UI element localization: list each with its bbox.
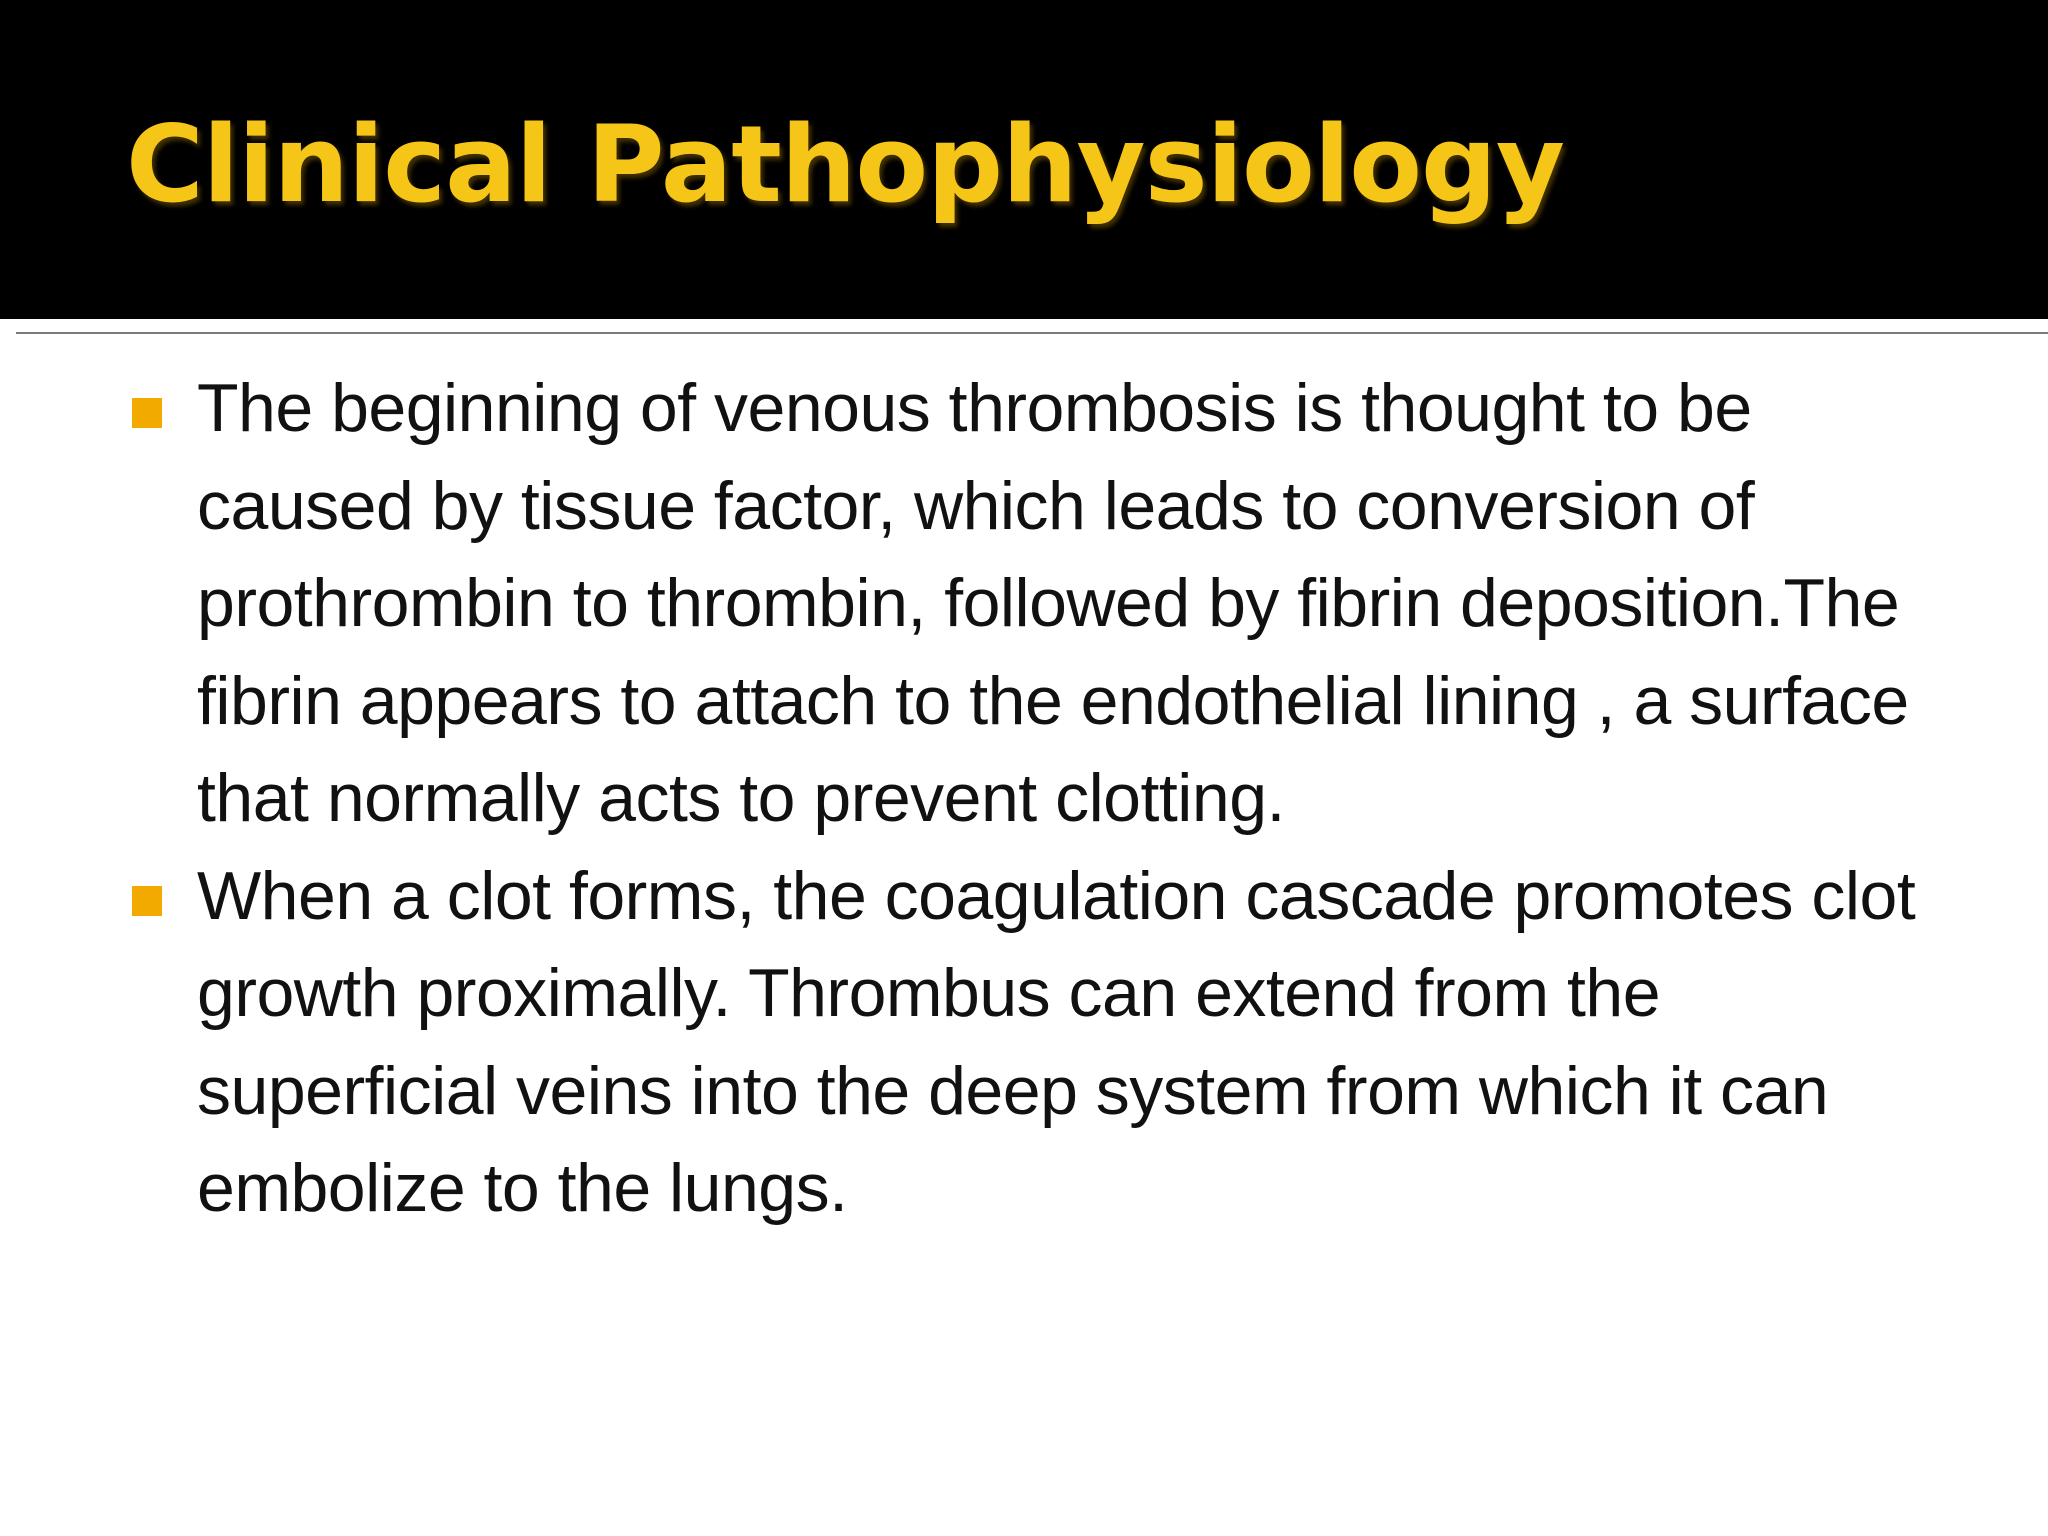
slide-title: Clinical Pathophysiology (126, 103, 1565, 226)
bullet-text: The beginning of venous thrombosis is thought to be caused by tissue factor, which leads to conversion of prothrombin to thrombin, followed by fibrin deposition.The fibrin appears to attach to the endothelial lining , a surface that normally acts to prevent clotting. (197, 370, 1909, 836)
bullet-list (126, 360, 1926, 1238)
square-bullet-icon (132, 886, 162, 916)
square-bullet-icon (132, 398, 162, 428)
bullet-item (126, 848, 1926, 1238)
title-divider (16, 332, 2048, 334)
bullet-text: When a clot forms, the coagulation cascade promotes clot growth proximally. Thrombus can extend from the superficial veins into the deep system from which it can embolize to the lungs. (197, 857, 1916, 1226)
bullet-item (126, 360, 1926, 848)
title-band (0, 0, 2048, 319)
